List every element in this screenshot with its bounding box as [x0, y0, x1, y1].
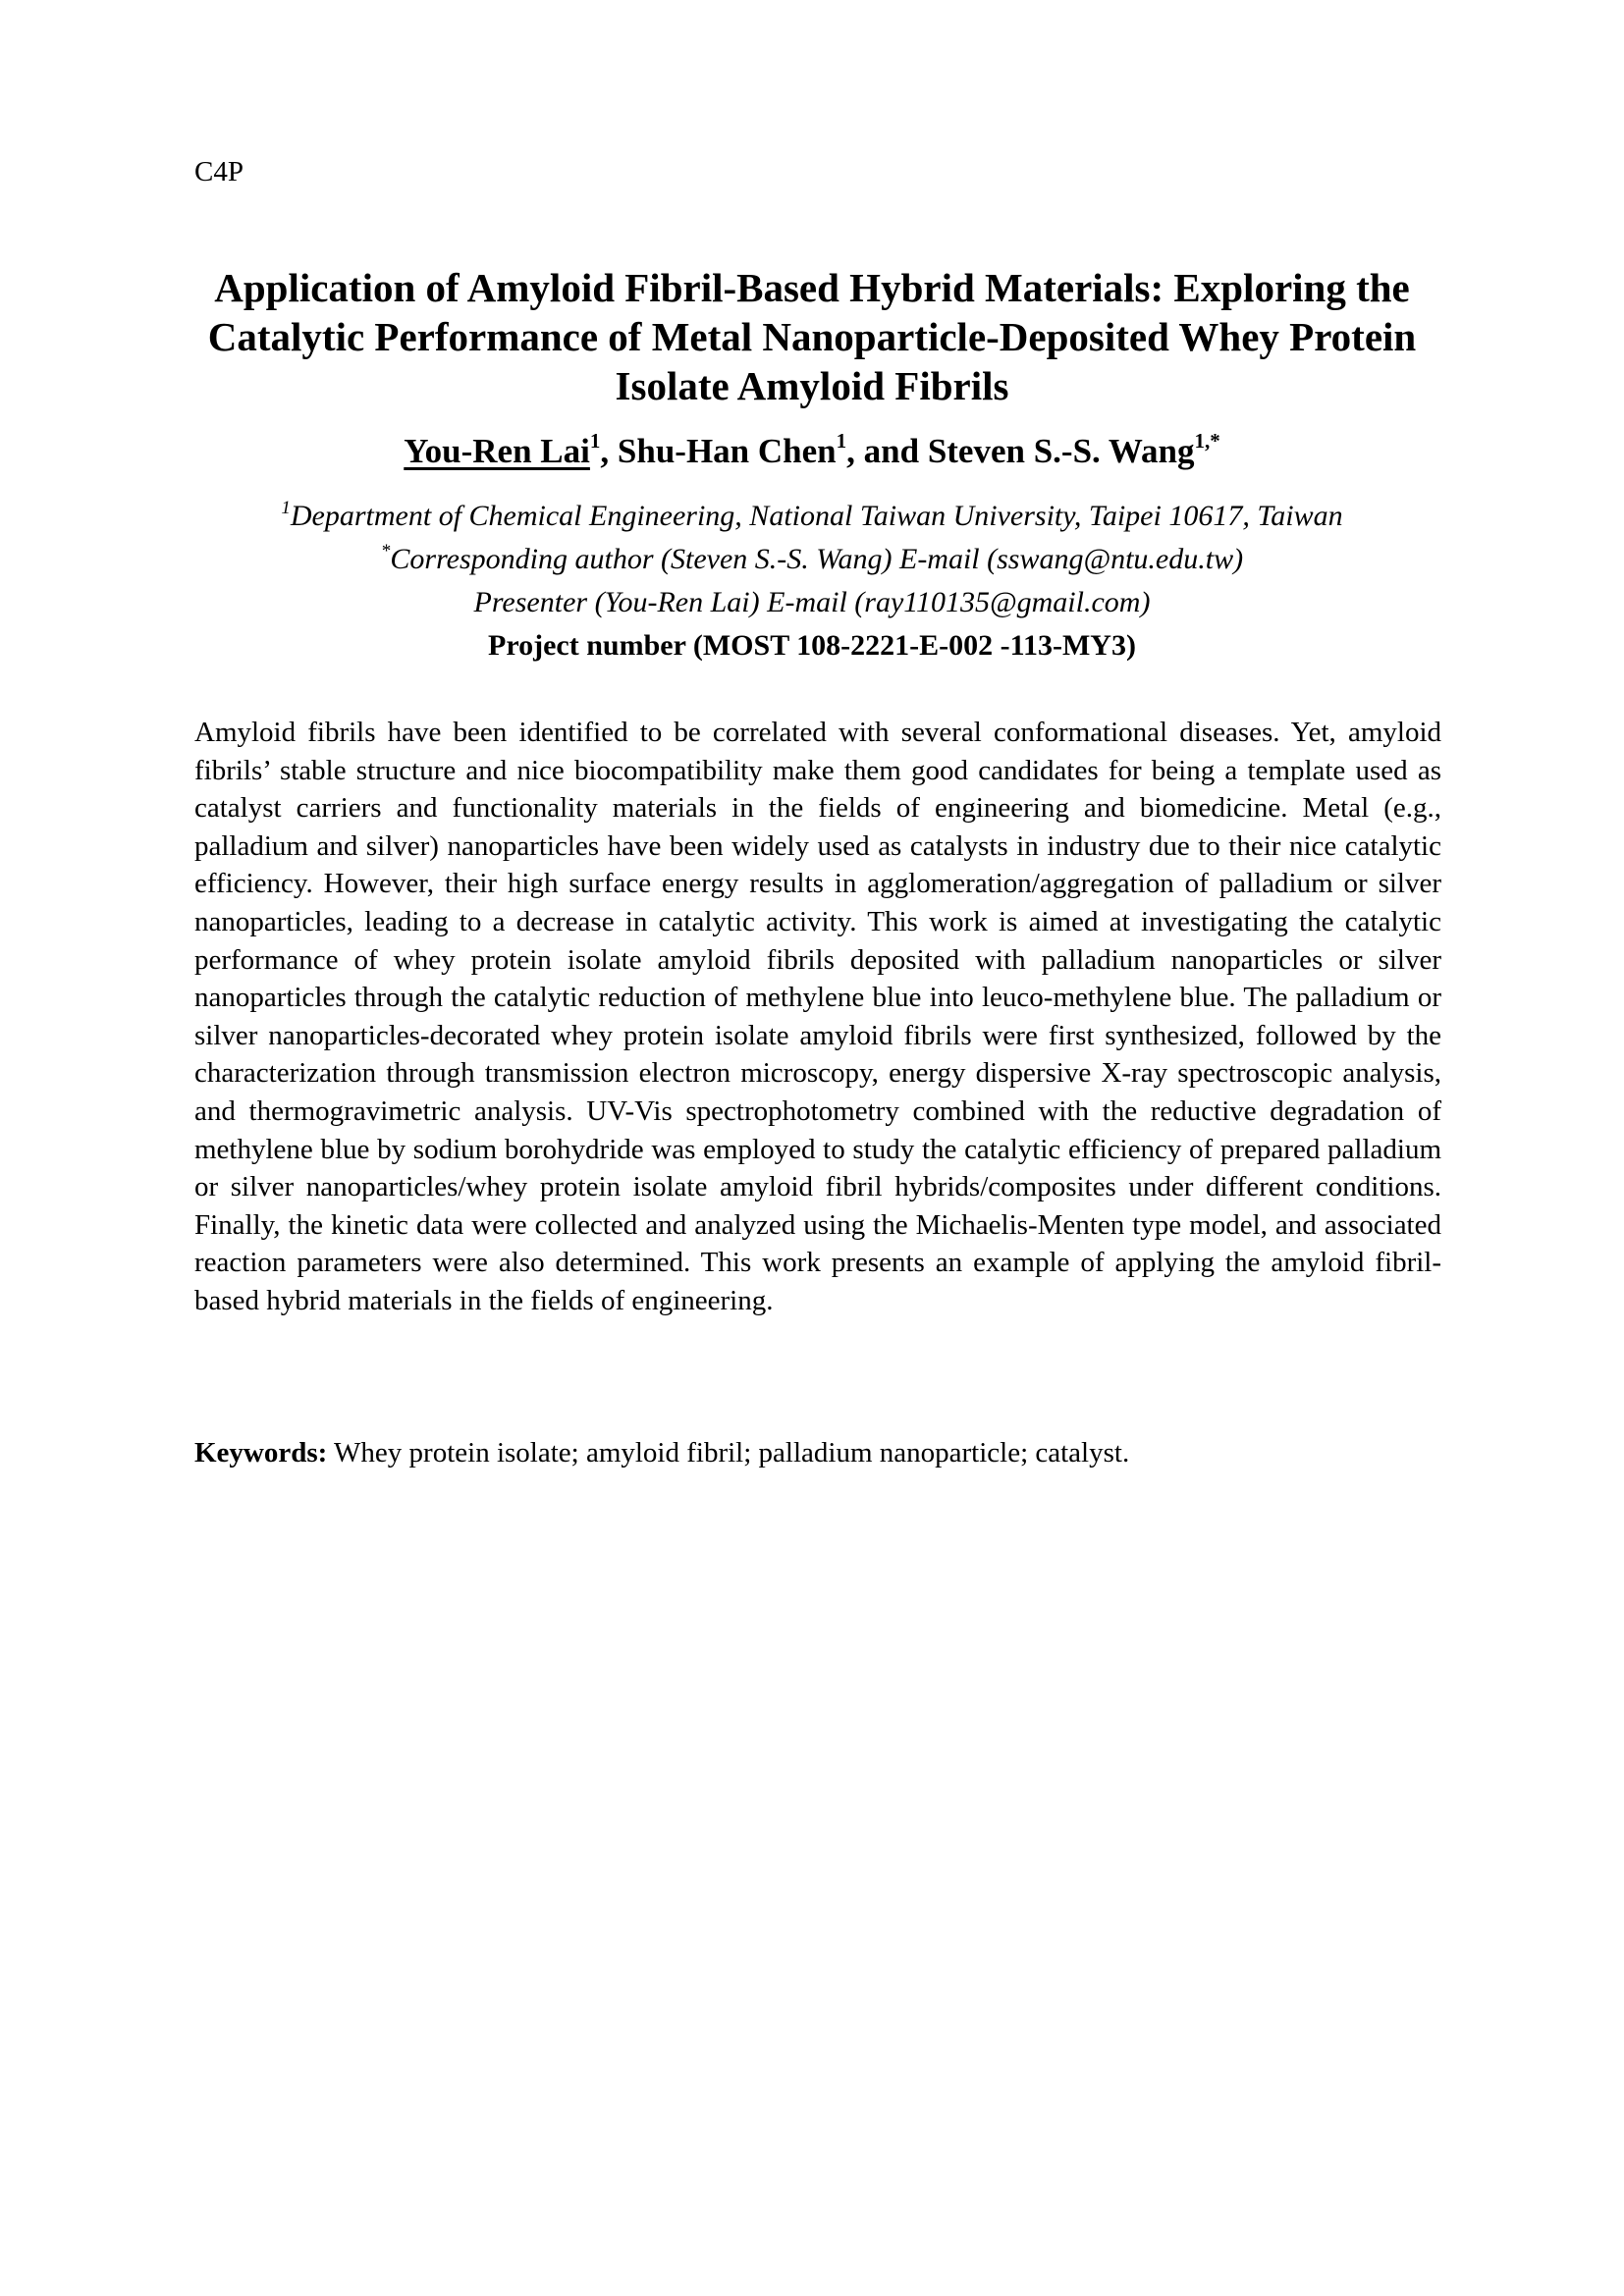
author-separator: , [600, 432, 618, 470]
affiliation-mark: 1 [281, 498, 291, 518]
affiliation-line [147, 499, 1477, 534]
author-name: You-Ren Lai [404, 432, 590, 470]
presenter-line: Presenter (You-Ren Lai) E-mail (ray110135@gmail.com) [473, 586, 1151, 618]
corresponding-text: Corresponding author (Steven S.-S. Wang) E-mail (sswang@ntu.edu.tw) [390, 543, 1244, 575]
author-affiliation-mark: 1,* [1194, 429, 1220, 453]
keywords-line [194, 1434, 1441, 1471]
keywords-label: Keywords: [194, 1437, 328, 1468]
author-name: Shu-Han Chen [617, 432, 837, 470]
session-code: C4P [194, 156, 244, 187]
keywords-text: Whey protein isolate; amyloid fibril; palladium nanoparticle; catalyst. [327, 1437, 1130, 1468]
corresponding-mark: * [380, 541, 391, 561]
corresponding-author-line [147, 542, 1477, 577]
project-number: Project number (MOST 108-2221-E-002 -113-MY3) [488, 629, 1136, 662]
author-affiliation-mark: 1 [589, 429, 601, 453]
author-affiliation-mark: 1 [836, 429, 847, 453]
paper-title: Application of Amyloid Fibril-Based Hybrid Materials: Exploring the Catalytic Performance of Metal Nanoparticle-Deposited Whey Protein Isolate Amyloid Fibrils [207, 265, 1417, 408]
abstract-body: Amyloid fibrils have been identified to be correlated with several conformational diseases. Yet, amyloid fibrils’ stable structure and nice biocompatibility make them good candidates for being a template used as catalyst carriers and functionality materials in the fields of engineering and biomedicine. Metal (e.g., palladium and silver) nanoparticles have been widely used as catalysts in industry due to their nice catalytic efficiency. However, their high surface energy results in agglomeration/aggregation of palladium or silver nanoparticles, leading to a decrease in catalytic activity. This work is aimed at investigating the catalytic performance of whey protein isolate amyloid fibrils deposited with palladium nanoparticles or silver nanoparticles through the catalytic reduction of methylene blue into leuco-methylene blue. The palladium or silver nanoparticles-decorated whey protein isolate amyloid fibrils were first synthesized, followed by the characterization through transmission electron microscopy, energy dispersive X-ray spectroscopic analysis, and thermogravimetric analysis. UV-Vis spectrophotometry combined with the reductive degradation of methylene blue by sodium borohydride was employed to study the catalytic efficiency of prepared palladium or silver nanoparticles/whey protein isolate amyloid fibril hybrids/composites under different conditions. Finally, the kinetic data were collected and analyzed using the Michaelis-Menten type model, and associated reaction parameters were also determined. This work presents an example of applying the amyloid fibril-based hybrid materials in the fields of engineering. [194, 717, 1441, 1316]
affiliation-text: Department of Chemical Engineering, National Taiwan University, Taipei 10617, Taiwan [290, 500, 1343, 532]
author-name: Steven S.-S. Wang [927, 432, 1195, 470]
author-list [147, 430, 1477, 473]
author-separator: , and [846, 432, 928, 470]
